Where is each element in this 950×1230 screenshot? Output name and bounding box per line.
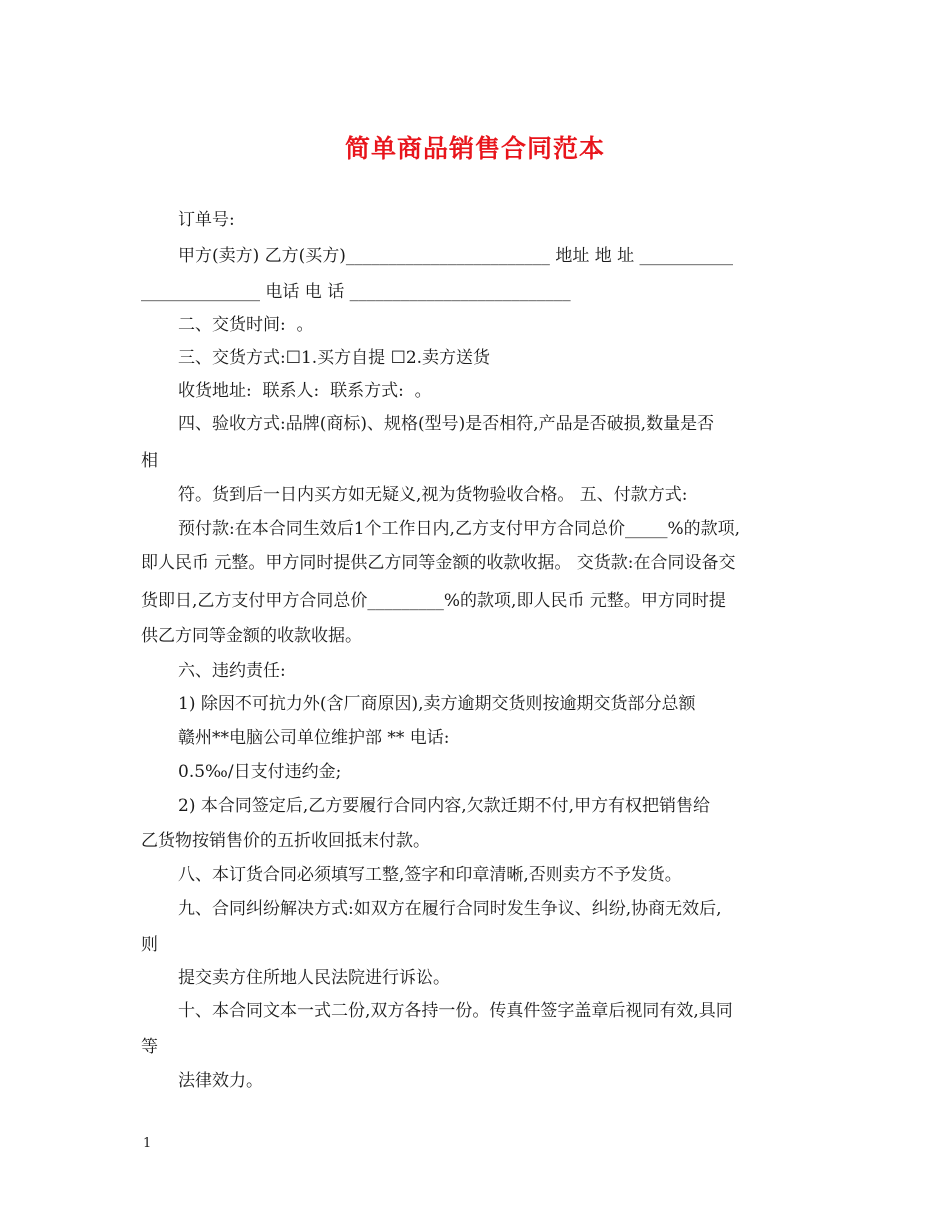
clause-eight: 八、本订货合同必须填写工整,签字和印章清晰,否则卖方不予发货。	[178, 865, 682, 885]
phone-line: ______________ 电话 电 话 __________________________	[141, 282, 571, 302]
parties-line: 甲方(卖方) 乙方(买方)________________________ 地址 地 址 ___________	[178, 246, 734, 266]
clause-nine: 九、合同纠纷解决方式:如双方在履行合同时发生争议、纠纷,协商无效后,	[178, 899, 722, 919]
delivery-method-line: 三、交货方式:☐1.买方自提 ☐2.卖方送货	[178, 348, 491, 368]
inspection-line-cont: 相	[141, 451, 158, 471]
inspection-acceptance-line: 符。货到后一日内买方如无疑义,视为货物验收合格。 五、付款方式:	[178, 485, 688, 505]
delivery-payment-line: 货即日,乙方支付甲方合同总价_________%的款项,即人民币 元整。甲方同时提	[141, 591, 726, 611]
document-title: 简单商品销售合同范本	[344, 134, 605, 163]
clause-nine-cont-2: 提交卖方住所地人民法院进行诉讼。	[178, 968, 450, 988]
clause-ten: 十、本合同文本一式二份,双方各持一份。传真件签字盖章后视同有效,具同	[178, 1001, 733, 1021]
page-number: 1	[143, 1136, 152, 1151]
prepayment-line: 预付款:在本合同生效后1个工作日内,乙方支付甲方合同总价_____%的款项,	[178, 519, 741, 539]
clause-ten-cont: 等	[141, 1037, 158, 1057]
order-number-line: 订单号:	[178, 210, 235, 230]
liability-item-2-cont: 乙货物按销售价的五折收回抵末付款。	[141, 831, 430, 851]
prepayment-line-cont: 即人民币 元整。甲方同时提供乙方同等金额的收款收据。 交货款:在合同设备交	[141, 553, 736, 573]
delivery-address-line: 收货地址: 联系人: 联系方式: 。	[178, 381, 432, 401]
delivery-time-line: 二、交货时间: 。	[178, 315, 314, 335]
clause-ten-cont-2: 法律效力。	[178, 1071, 263, 1091]
delivery-payment-line-cont: 供乙方同等金额的收款收据。	[141, 626, 362, 646]
liability-heading: 六、违约责任:	[178, 661, 286, 681]
maintenance-contact-line: 赣州**电脑公司单位维护部 ** 电话:	[178, 728, 450, 748]
inspection-line: 四、验收方式:品牌(商标)、规格(型号)是否相符,产品是否破损,数量是否	[178, 414, 715, 434]
penalty-rate-line: 0.5‰/日支付违约金;	[178, 762, 342, 782]
liability-item-2: 2) 本合同签定后,乙方要履行合同内容,欠款迁期不付,甲方有权把销售给	[178, 796, 711, 816]
liability-item-1: 1) 除因不可抗力外(含厂商原因),卖方逾期交货则按逾期交货部分总额	[178, 694, 696, 714]
clause-nine-cont: 则	[141, 935, 158, 955]
